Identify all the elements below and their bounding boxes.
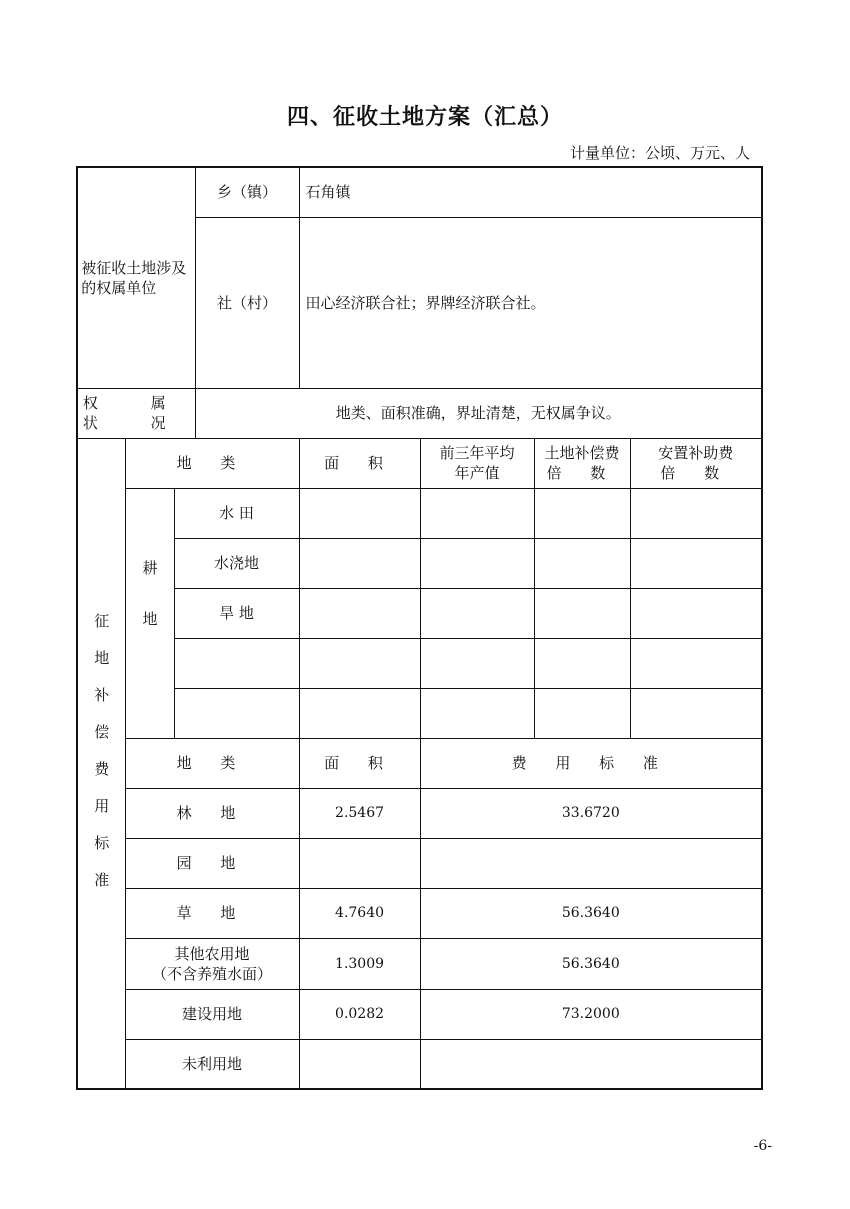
table-row <box>77 588 762 638</box>
status-value: 地类、面积准确，界址清楚，无权属争议。 <box>195 388 762 438</box>
avg-cell <box>420 638 534 688</box>
land-name: 水 田 <box>174 488 299 538</box>
land-comp-cell <box>534 638 630 688</box>
table-row <box>77 788 762 838</box>
table-row <box>77 538 762 588</box>
table-row <box>77 638 762 688</box>
standard-cell: 33.6720 <box>420 788 762 838</box>
land-name: 水浇地 <box>174 538 299 588</box>
town-label: 乡（镇） <box>195 167 299 217</box>
land-comp-cell <box>534 688 630 738</box>
standard-cell: 56.3640 <box>420 938 762 989</box>
land-name: 林 地 <box>125 788 299 838</box>
land-comp-header: 土地补偿费 倍 数 <box>534 438 630 488</box>
resettle-cell <box>630 588 762 638</box>
resettle-cell <box>630 538 762 588</box>
area-cell <box>299 588 420 638</box>
area-cell <box>299 538 420 588</box>
village-label: 社（村） <box>195 217 299 388</box>
area-cell: 0.0282 <box>299 989 420 1039</box>
standard-cell <box>420 838 762 888</box>
ownership-label: 被征收土地涉及的权属单位 <box>77 167 195 388</box>
land-comp-cell <box>534 488 630 538</box>
table-row <box>77 989 762 1039</box>
avg-cell <box>420 538 534 588</box>
land-type-header: 地 类 <box>125 438 299 488</box>
land-type-header-2: 地 类 <box>125 738 299 788</box>
land-name <box>174 638 299 688</box>
area-cell: 4.7640 <box>299 888 420 938</box>
area-cell: 1.3009 <box>299 938 420 989</box>
land-comp-cell <box>534 538 630 588</box>
cultivated-label: 耕地 <box>125 488 174 738</box>
land-comp-cell <box>534 588 630 638</box>
table-row <box>77 488 762 538</box>
resettle-cell <box>630 488 762 538</box>
standard-cell <box>420 1039 762 1089</box>
area-cell <box>299 638 420 688</box>
area-cell: 2.5467 <box>299 788 420 838</box>
land-name: 未利用地 <box>125 1039 299 1089</box>
resettle-header: 安置补助费 倍 数 <box>630 438 762 488</box>
land-name: 园 地 <box>125 838 299 888</box>
avg-cell <box>420 488 534 538</box>
standard-cell: 56.3640 <box>420 888 762 938</box>
land-name: 建设用地 <box>125 989 299 1039</box>
avg-cell <box>420 588 534 638</box>
village-value: 田心经济联合社；界牌经济联合社。 <box>299 217 762 388</box>
land-name: 草 地 <box>125 888 299 938</box>
land-name: 旱 地 <box>174 588 299 638</box>
table-row <box>77 688 762 738</box>
status-label: 权 属 状 况 <box>77 388 195 438</box>
area-header-2: 面 积 <box>299 738 420 788</box>
page-number: -6- <box>753 1138 772 1154</box>
compensation-section-label: 征地补偿费用标准 <box>77 438 125 1089</box>
area-cell <box>299 1039 420 1089</box>
avg-output-header: 前三年平均 年产值 <box>420 438 534 488</box>
standard-cell: 73.2000 <box>420 989 762 1039</box>
table-row <box>77 938 762 989</box>
resettle-cell <box>630 688 762 738</box>
land-expropriation-table <box>76 166 763 1090</box>
table-row <box>77 838 762 888</box>
resettle-cell <box>630 638 762 688</box>
town-value: 石角镇 <box>299 167 762 217</box>
land-name <box>174 688 299 738</box>
avg-cell <box>420 688 534 738</box>
area-cell <box>299 488 420 538</box>
unit-label: 计量单位：公顷、万元、人 <box>569 144 750 162</box>
table-row <box>77 888 762 938</box>
area-header: 面 积 <box>299 438 420 488</box>
standard-header: 费 用 标 准 <box>420 738 762 788</box>
land-name: 其他农用地 （不含养殖水面） <box>125 938 299 989</box>
area-cell <box>299 838 420 888</box>
table-row <box>77 1039 762 1089</box>
page-title: 四、征收土地方案（汇总） <box>286 105 563 130</box>
area-cell <box>299 688 420 738</box>
